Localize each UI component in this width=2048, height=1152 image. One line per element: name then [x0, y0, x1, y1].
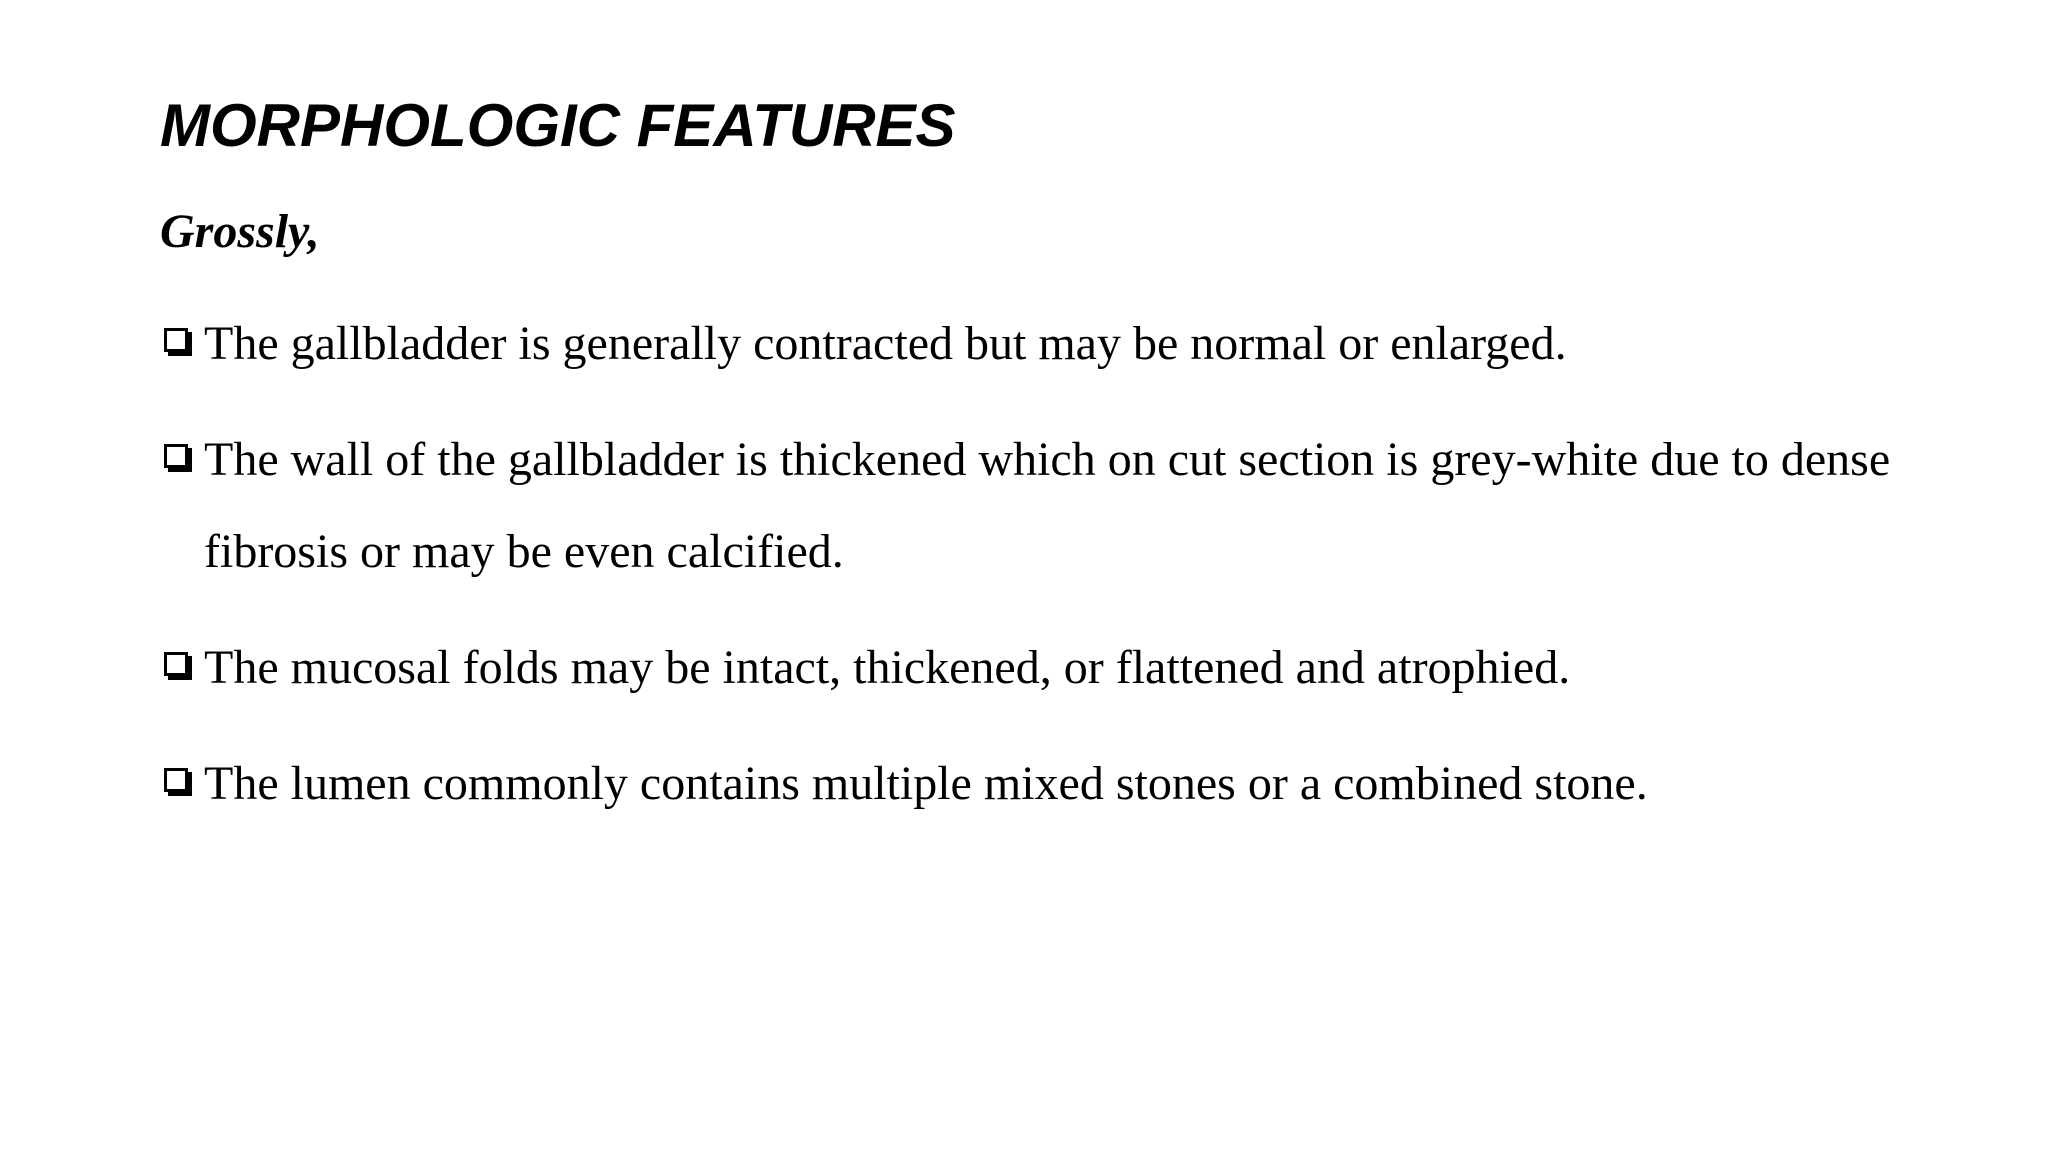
bullet-text: The wall of the gallbladder is thickened which on cut section is grey-white due to dense fibrosis or may be even calcified.	[204, 433, 1891, 578]
bullet-text: The lumen commonly contains multiple mixed stones or a combined stone.	[204, 757, 1648, 810]
bullet-text: The mucosal folds may be intact, thickened, or flattened and atrophied.	[204, 641, 1571, 694]
checkbox-square-icon	[164, 652, 188, 676]
bullet-item	[160, 414, 1920, 598]
bullet-list	[160, 298, 1920, 854]
bullet-text: The gallbladder is generally contracted but may be normal or enlarged.	[204, 317, 1567, 370]
checkbox-square-icon	[164, 328, 188, 352]
bullet-item	[160, 622, 1920, 714]
checkbox-square-icon	[164, 768, 188, 792]
checkbox-square-icon	[164, 444, 188, 468]
bullet-item	[160, 298, 1920, 390]
bullet-item	[160, 738, 1920, 830]
slide-title: MORPHOLOGIC FEATURES	[160, 92, 956, 159]
slide-subtitle: Grossly,	[160, 205, 320, 258]
